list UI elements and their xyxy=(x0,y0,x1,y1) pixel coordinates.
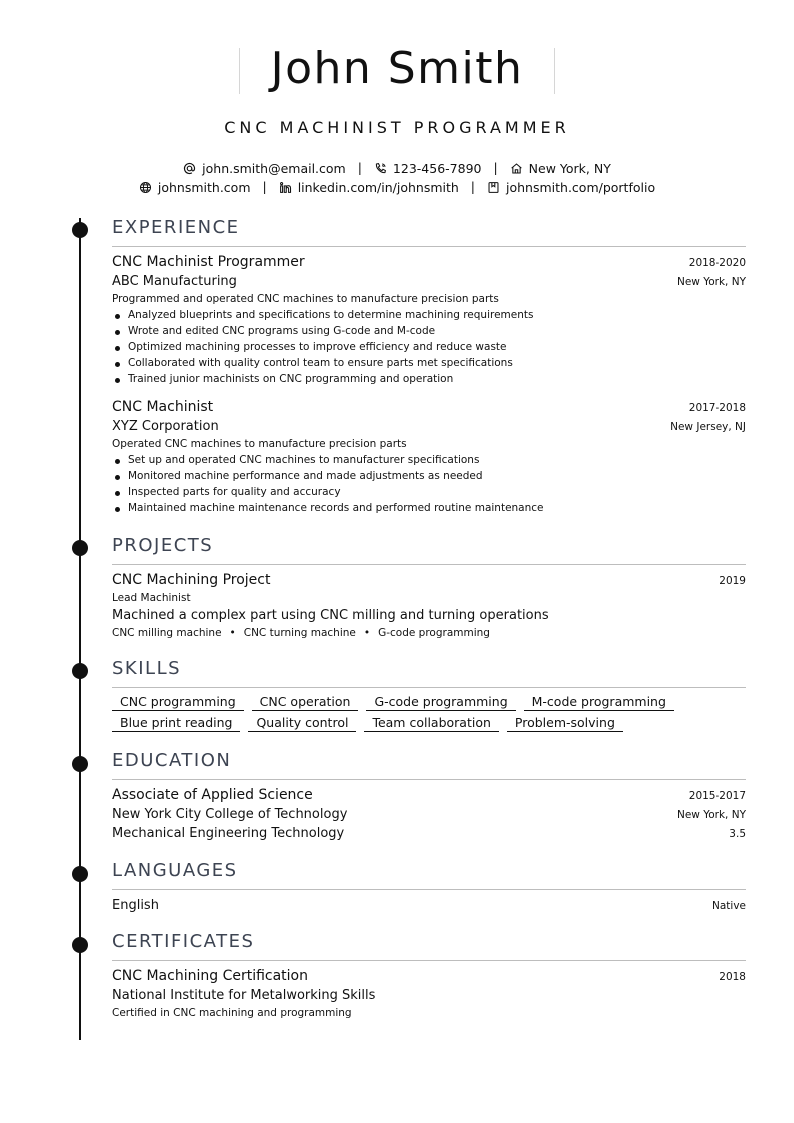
separator: | xyxy=(470,179,476,194)
contact-linkedin[interactable] xyxy=(279,180,459,195)
timeline-dot-education xyxy=(72,756,88,772)
skill-chip: M-code programming xyxy=(524,694,674,711)
section-divider xyxy=(112,779,746,780)
company-name: ABC Manufacturing xyxy=(112,274,237,289)
name-frame xyxy=(239,40,556,98)
linkedin-icon xyxy=(279,181,292,194)
name-header xyxy=(0,40,794,98)
section-divider xyxy=(112,889,746,890)
project-name: CNC Machining Project xyxy=(112,572,271,588)
school-name: New York City College of Technology xyxy=(112,807,348,822)
contact-website[interactable] xyxy=(139,180,251,195)
experience-section xyxy=(112,217,746,516)
section-heading: LANGUAGES xyxy=(112,860,238,881)
list-item: Set up and operated CNC machines to manufacturer specifications xyxy=(112,452,746,468)
certificate-description: Certified in CNC machining and programming xyxy=(112,1007,352,1019)
section-divider xyxy=(112,564,746,565)
school-location: New York, NY xyxy=(676,809,746,821)
job-entry xyxy=(112,253,746,387)
job-location: New Jersey, NJ xyxy=(670,421,746,433)
job-title: CNC MACHINIST PROGRAMMER xyxy=(224,118,570,137)
project-techs xyxy=(112,625,746,641)
project-year: 2019 xyxy=(719,575,746,587)
job-bullets xyxy=(112,307,746,387)
portfolio-text: johnsmith.com/portfolio xyxy=(506,180,656,195)
job-title: CNC Machinist Programmer xyxy=(112,254,305,270)
timeline-line xyxy=(79,218,81,1040)
separator: | xyxy=(493,160,498,175)
section-heading: EXPERIENCE xyxy=(112,217,240,238)
contact-phone[interactable] xyxy=(374,161,482,176)
certificate-year: 2018 xyxy=(719,971,746,983)
certificate-name: CNC Machining Certification xyxy=(112,968,308,984)
linkedin-text: linkedin.com/in/johnsmith xyxy=(297,180,459,195)
list-item: Analyzed blueprints and specifications to determine machining requirements xyxy=(112,307,746,323)
job-dates: 2017-2018 xyxy=(688,402,746,414)
language-name: English xyxy=(112,898,159,913)
separator: | xyxy=(262,179,267,194)
skill-chip: Problem-solving xyxy=(507,715,623,732)
languages-section xyxy=(112,860,746,915)
list-item: Trained junior machinists on CNC programming and operation xyxy=(112,371,746,387)
list-item: Monitored machine performance and made adjustments as needed xyxy=(112,468,746,484)
email-text: john.smith@email.com xyxy=(202,161,346,176)
education-entry xyxy=(112,786,746,843)
job-title: CNC Machinist xyxy=(112,399,214,415)
contact-location xyxy=(510,161,611,176)
timeline-dot-certificates xyxy=(72,937,88,953)
timeline-dot-projects xyxy=(72,540,88,556)
degree-name: Associate of Applied Science xyxy=(112,787,313,803)
section-heading: SKILLS xyxy=(112,658,182,679)
skill-chip: Quality control xyxy=(248,715,356,732)
projects-section xyxy=(112,535,746,641)
section-heading: EDUCATION xyxy=(112,750,232,771)
job-bullets xyxy=(112,452,746,516)
tech-item: G-code programming xyxy=(378,627,490,639)
certificates-section xyxy=(112,931,746,1021)
education-section xyxy=(112,750,746,843)
tech-item: CNC milling machine xyxy=(112,627,222,639)
skill-chip: CNC programming xyxy=(112,694,244,711)
skill-chip: Blue print reading xyxy=(112,715,240,732)
project-description: Machined a complex part using CNC milling and turning operations xyxy=(112,608,549,623)
tech-separator: • xyxy=(229,627,236,639)
job-summary: Operated CNC machines to manufacture precision parts xyxy=(112,438,407,450)
company-name: XYZ Corporation xyxy=(112,419,219,434)
project-entry xyxy=(112,571,746,641)
full-name: John Smith xyxy=(270,43,524,94)
contact-email[interactable] xyxy=(183,161,346,176)
project-role: Lead Machinist xyxy=(112,592,191,604)
language-level: Native xyxy=(712,900,746,912)
home-icon xyxy=(510,162,523,175)
section-heading: CERTIFICATES xyxy=(112,931,255,952)
tech-item: CNC turning machine xyxy=(243,627,356,639)
list-item: Collaborated with quality control team to ensure parts met specifications xyxy=(112,355,746,371)
skill-chip: CNC operation xyxy=(252,694,359,711)
list-item: Wrote and edited CNC programs using G-code and M-code xyxy=(112,323,746,339)
certificate-entry xyxy=(112,967,746,1021)
section-divider xyxy=(112,960,746,961)
language-entry xyxy=(112,896,746,915)
skills-section xyxy=(112,658,746,736)
location-text: New York, NY xyxy=(528,161,611,176)
phone-icon xyxy=(374,162,387,175)
contact-row-2 xyxy=(0,179,794,195)
list-item: Maintained machine maintenance records and performed routine maintenance xyxy=(112,500,746,516)
skills-list xyxy=(112,694,746,732)
contact-portfolio[interactable] xyxy=(487,180,655,195)
section-heading: PROJECTS xyxy=(112,535,214,556)
timeline-dot-experience xyxy=(72,222,88,238)
separator: | xyxy=(357,160,362,175)
at-icon xyxy=(183,162,196,175)
education-dates: 2015-2017 xyxy=(688,790,746,802)
certificate-issuer: National Institute for Metalworking Skills xyxy=(112,988,376,1003)
timeline-dot-skills xyxy=(72,663,88,679)
contact-row-1 xyxy=(0,160,794,176)
list-item: Optimized machining processes to improve efficiency and reduce waste xyxy=(112,339,746,355)
skill-chip: G-code programming xyxy=(366,694,515,711)
globe-icon xyxy=(139,181,152,194)
field-of-study: Mechanical Engineering Technology xyxy=(112,826,345,841)
portfolio-icon xyxy=(487,181,500,194)
job-entry xyxy=(112,398,746,516)
skill-chip: Team collaboration xyxy=(364,715,498,732)
gpa: 3.5 xyxy=(729,828,746,840)
phone-text: 123-456-7890 xyxy=(392,161,482,176)
website-text: johnsmith.com xyxy=(157,180,251,195)
job-dates: 2018-2020 xyxy=(688,257,746,269)
section-divider xyxy=(112,246,746,247)
section-divider xyxy=(112,687,746,688)
job-summary: Programmed and operated CNC machines to manufacture precision parts xyxy=(112,293,499,305)
tech-separator: • xyxy=(363,627,371,639)
list-item: Inspected parts for quality and accuracy xyxy=(112,484,746,500)
job-location: New York, NY xyxy=(676,276,746,288)
timeline-dot-languages xyxy=(72,866,88,882)
